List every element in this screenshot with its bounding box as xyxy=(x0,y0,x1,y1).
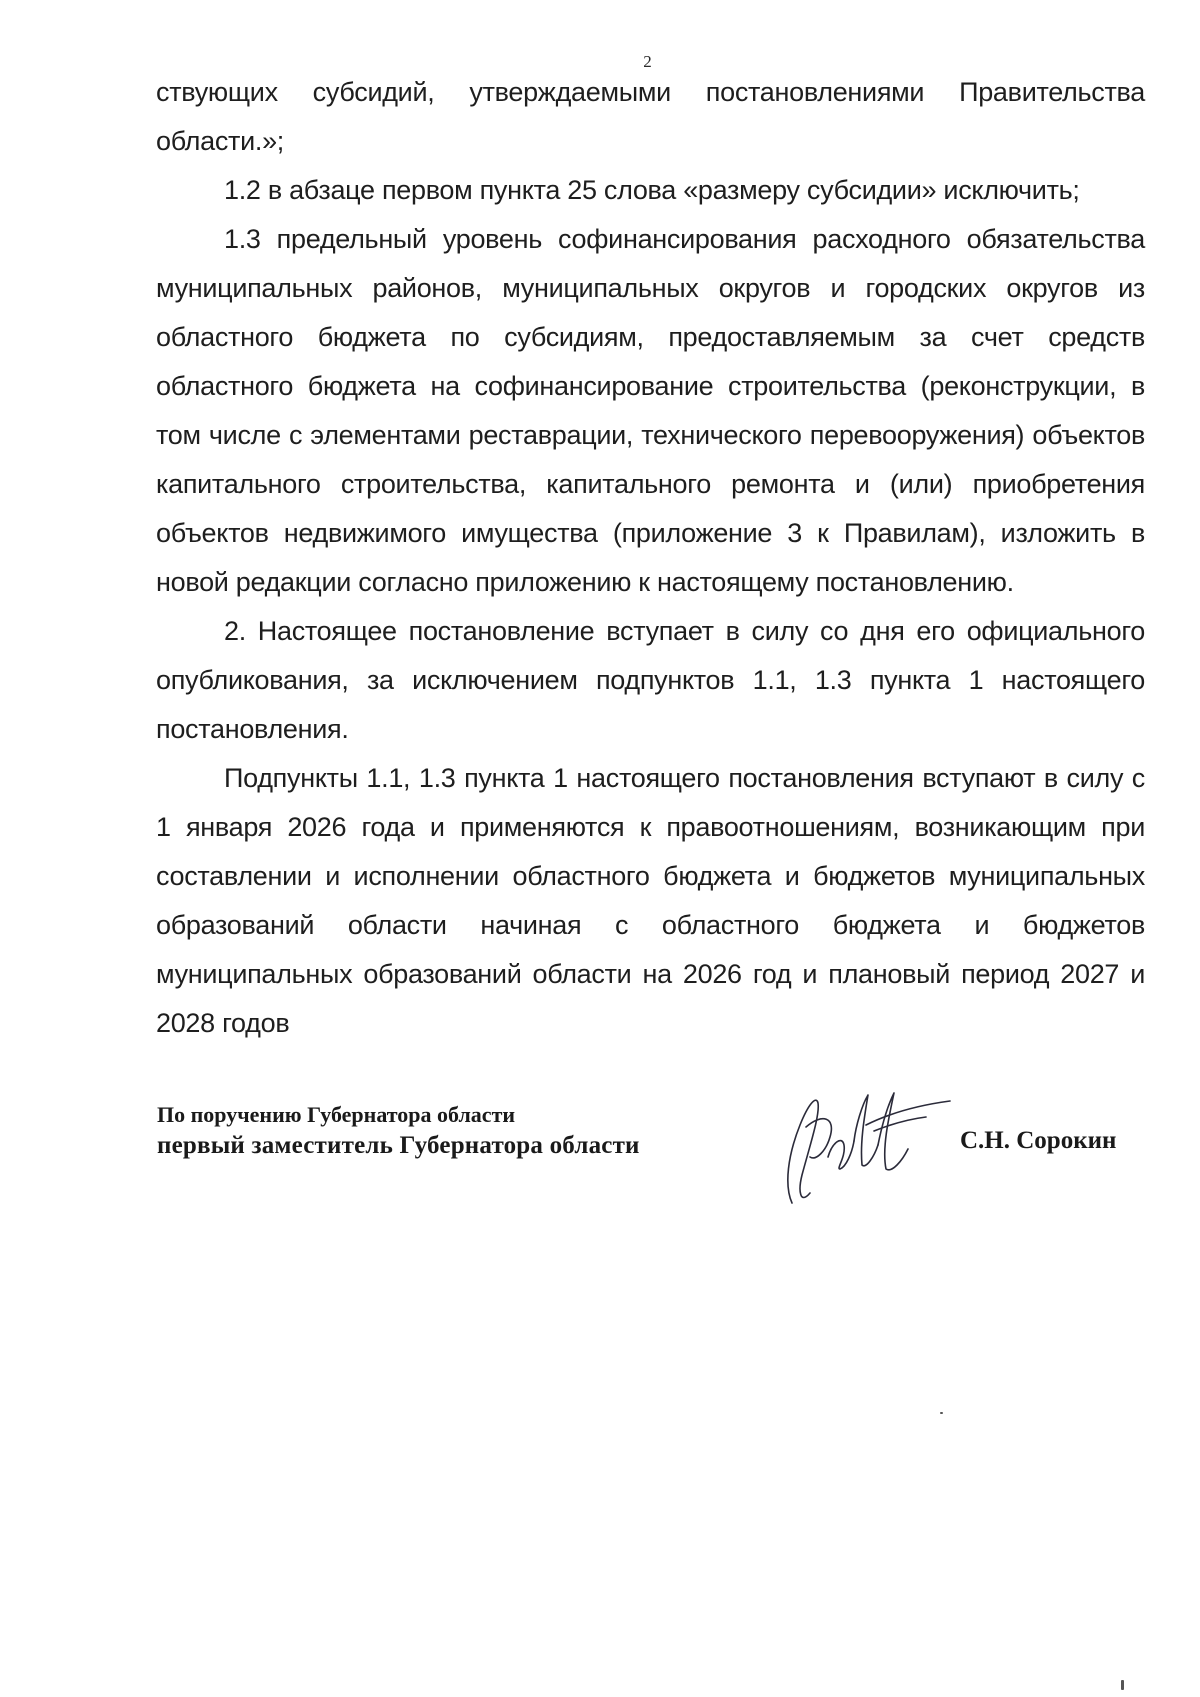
document-body xyxy=(156,68,1145,1048)
scan-speck xyxy=(940,1412,943,1414)
paragraph-continuation: ствующих субсидий, утверждаемыми постановлениями Правительства области.»; xyxy=(156,77,1145,156)
signatory-name: С.Н. Сорокин xyxy=(960,1127,1117,1154)
paragraph-item-2: 2. Настоящее постановление вступает в силу со дня его официального опубликования, за исключением подпунктов 1.1, 1.3 пункта 1 настоящего постановления. xyxy=(156,616,1145,744)
paragraph-effective-date: Подпункты 1.1, 1.3 пункта 1 настоящего постановления вступают в силу с 1 января 2026 года и применяются к правоотношениям, возникающим при составлении и исполнении областного бюджета и бюджетов муниципальных образований области начиная с областного бюджета и бюджетов муниципальных образований области на 2026 год и плановый период 2027 и 2028 годов xyxy=(156,763,1145,1038)
scan-speck xyxy=(1121,1680,1124,1690)
signatory-title-line: первый заместитель Губернатора области xyxy=(157,1132,640,1159)
signatory-position xyxy=(157,1100,640,1162)
page-number: 2 xyxy=(643,52,652,71)
handwritten-signature xyxy=(770,1065,970,1215)
paragraph-item-1-3: 1.3 предельный уровень софинансирования расходного обязательства муниципальных районов, муниципальных округов и городских округов из областного бюджета по субсидиям, предоставляемым за счет средств областного бюджета на софинансирование строительства (реконструкции, в том числе с элементами реставрации, технического перевооружения) объектов капитального строительства, капитального ремонта и (или) приобретения объектов недвижимого имущества (приложение 3 к Правилам), изложить в новой редакции согласно приложению к настоящему постановлению. xyxy=(156,224,1145,597)
paragraph-item-1-2: 1.2 в абзаце первом пункта 25 слова «размеру субсидии» исключить; xyxy=(224,175,1080,205)
signatory-authority-line: По поручению Губернатора области xyxy=(157,1102,516,1127)
